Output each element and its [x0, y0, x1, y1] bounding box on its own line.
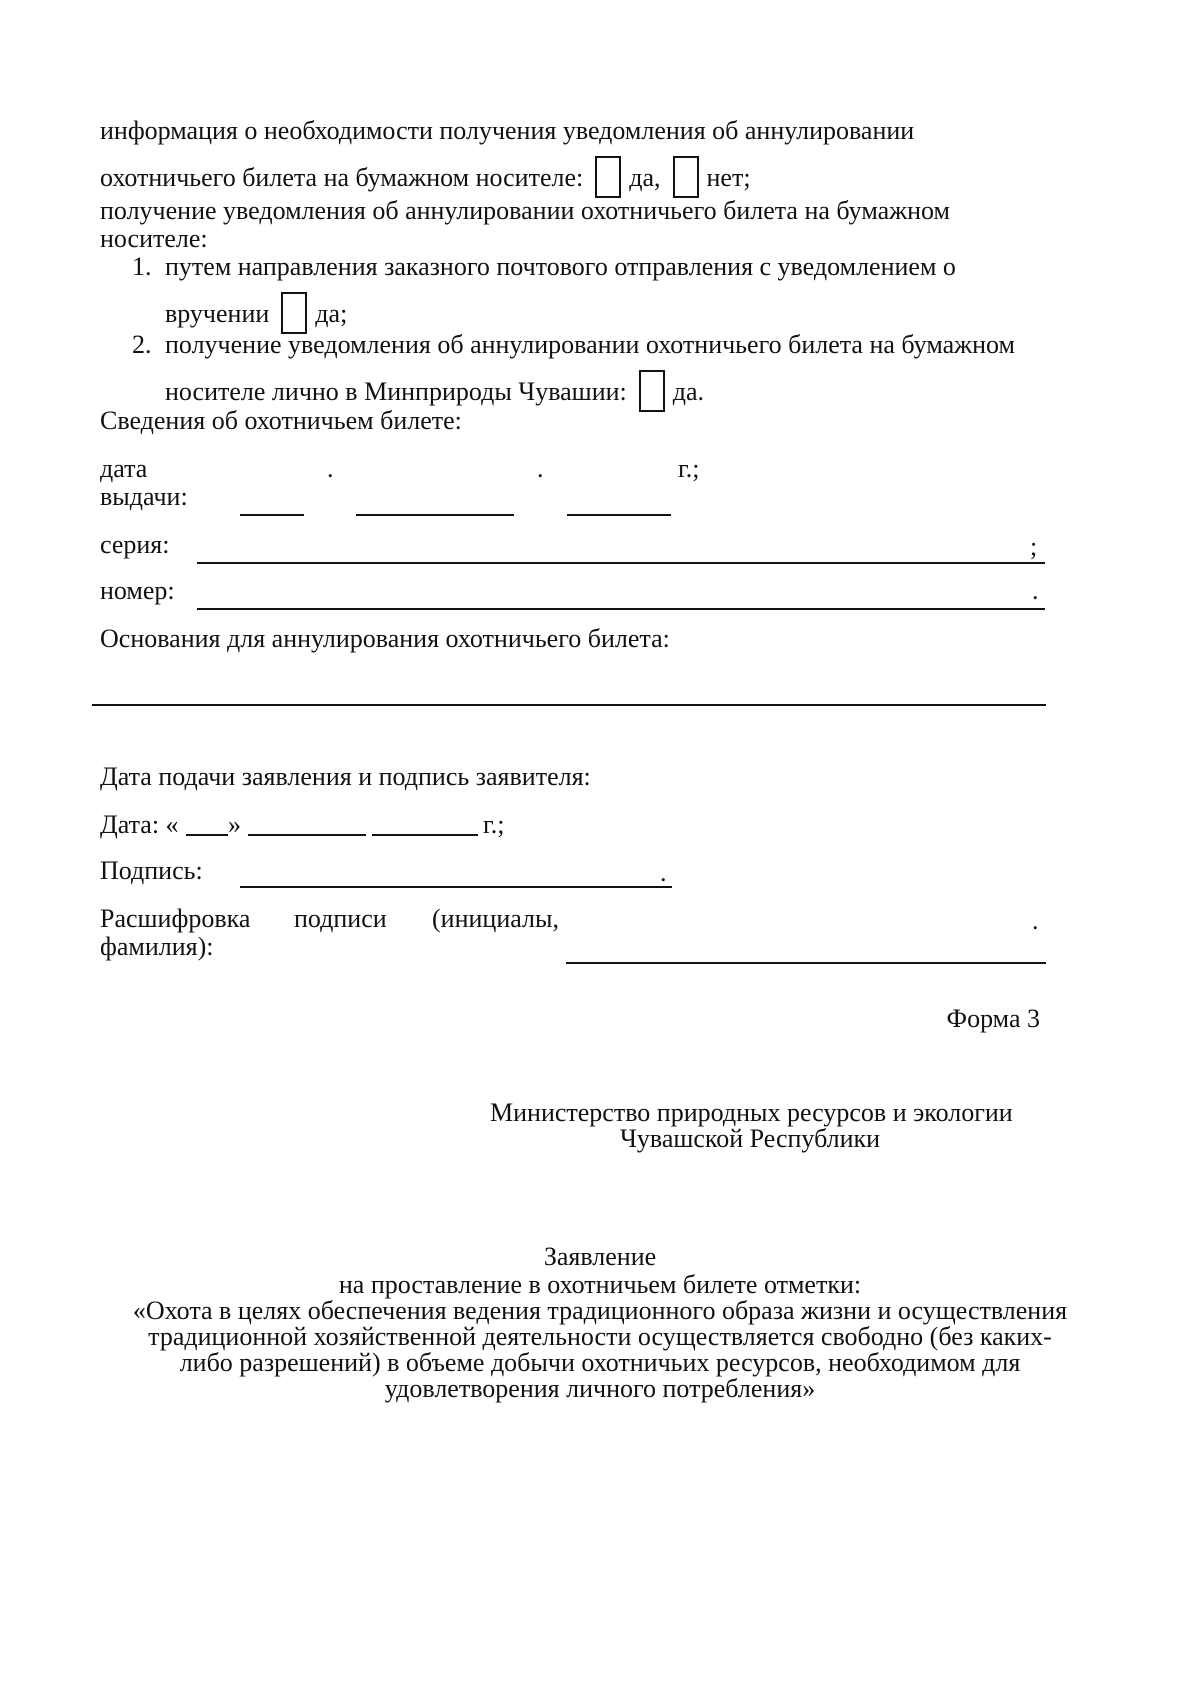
number-end: . — [1032, 576, 1039, 605]
decode-word-2: подписи — [294, 904, 387, 933]
decode-end: . — [1032, 906, 1039, 935]
statement-quote-line-4: удовлетворения личного потребления» — [384, 1374, 816, 1403]
submission-year-field[interactable] — [372, 834, 478, 836]
notice-line-2-text: охотничьего билета на бумажном носителе: — [100, 163, 584, 192]
number-label: номер: — [100, 576, 175, 605]
decode-line-2: фамилия): — [100, 932, 214, 961]
receipt-item-2-line-1: получение уведомления об аннулировании охотничьего билета на бумажном — [165, 330, 1015, 359]
issue-year-field[interactable] — [567, 514, 671, 516]
addressee-line-2: Чувашской Республики — [620, 1124, 881, 1153]
signature-field[interactable] — [240, 886, 672, 888]
receipt-item-1-line-2 — [165, 292, 347, 334]
issue-date-dot-2: . — [537, 454, 544, 483]
ticket-heading: Сведения об охотничьем билете: — [100, 406, 462, 435]
signature-end: . — [660, 858, 667, 887]
submission-date-year: г.; — [483, 810, 505, 839]
issue-date-label-2: выдачи: — [100, 482, 188, 511]
statement-quote-line-1: «Охота в целях обеспечения ведения традиционного образа жизни и осуществления — [132, 1296, 1068, 1325]
decode-field[interactable] — [566, 962, 1046, 964]
receipt-item-1-text: вручении — [165, 299, 270, 328]
series-end: ; — [1030, 532, 1038, 561]
statement-subtitle: на проставление в охотничьем билете отметки: — [338, 1270, 862, 1299]
receipt-heading-1: получение уведомления об аннулировании охотничьего билета на бумажном — [100, 196, 950, 225]
notice-no-checkbox[interactable] — [673, 156, 699, 198]
receipt-item-2-number: 2. — [132, 330, 152, 359]
decode-word-3: (инициалы, — [432, 904, 559, 933]
notice-yes-checkbox[interactable] — [595, 156, 621, 198]
issue-date-year: г.; — [678, 454, 700, 483]
submission-month-field[interactable] — [248, 834, 366, 836]
issue-date-label-1: дата — [100, 454, 148, 483]
notice-yes-label: да, — [629, 163, 661, 192]
notice-no-label: нет; — [706, 163, 751, 192]
submission-date-row — [100, 810, 179, 841]
statement-title: Заявление — [543, 1242, 657, 1271]
decode-word-1: Расшифровка — [100, 904, 251, 933]
receipt-item-1-line-1: путем направления заказного почтового отправления с уведомлением о — [165, 252, 956, 281]
form-3-label: Форма 3 — [946, 1004, 1040, 1033]
receipt-personal-yes-label: да. — [672, 377, 705, 406]
notice-line-1: информация о необходимости получения уведомления об аннулировании — [100, 116, 915, 145]
issue-month-field[interactable] — [356, 514, 514, 516]
addressee-line-1: Министерство природных ресурсов и экологии — [490, 1098, 1013, 1127]
submission-heading: Дата подачи заявления и подпись заявителя: — [100, 762, 591, 791]
issue-date-dot-1: . — [327, 454, 334, 483]
statement-quote-line-3: либо разрешений) в объеме добычи охотничьих ресурсов, необходимом для — [179, 1348, 1021, 1377]
statement-quote-line-2: традиционной хозяйственной деятельности осуществляется свободно (без каких- — [148, 1322, 1052, 1351]
grounds-heading: Основания для аннулирования охотничьего билета: — [100, 624, 670, 653]
number-field[interactable] — [197, 608, 1045, 610]
issue-day-field[interactable] — [240, 514, 304, 516]
receipt-item-2-text: носителе лично в Минприроды Чувашии: — [165, 377, 627, 406]
receipt-mail-checkbox[interactable] — [281, 292, 307, 334]
submission-day-field[interactable] — [186, 834, 228, 836]
submission-date-label: Дата: « — [100, 810, 179, 839]
series-field[interactable] — [197, 562, 1045, 564]
receipt-item-1-number: 1. — [132, 252, 152, 281]
receipt-heading-2: носителе: — [100, 224, 208, 253]
signature-label: Подпись: — [100, 856, 203, 885]
receipt-personal-checkbox[interactable] — [639, 370, 665, 412]
series-label: серия: — [100, 530, 170, 559]
notice-line-2 — [100, 156, 751, 198]
grounds-field[interactable] — [92, 704, 1046, 706]
submission-date-close: » — [228, 810, 241, 839]
receipt-mail-yes-label: да; — [315, 299, 348, 328]
